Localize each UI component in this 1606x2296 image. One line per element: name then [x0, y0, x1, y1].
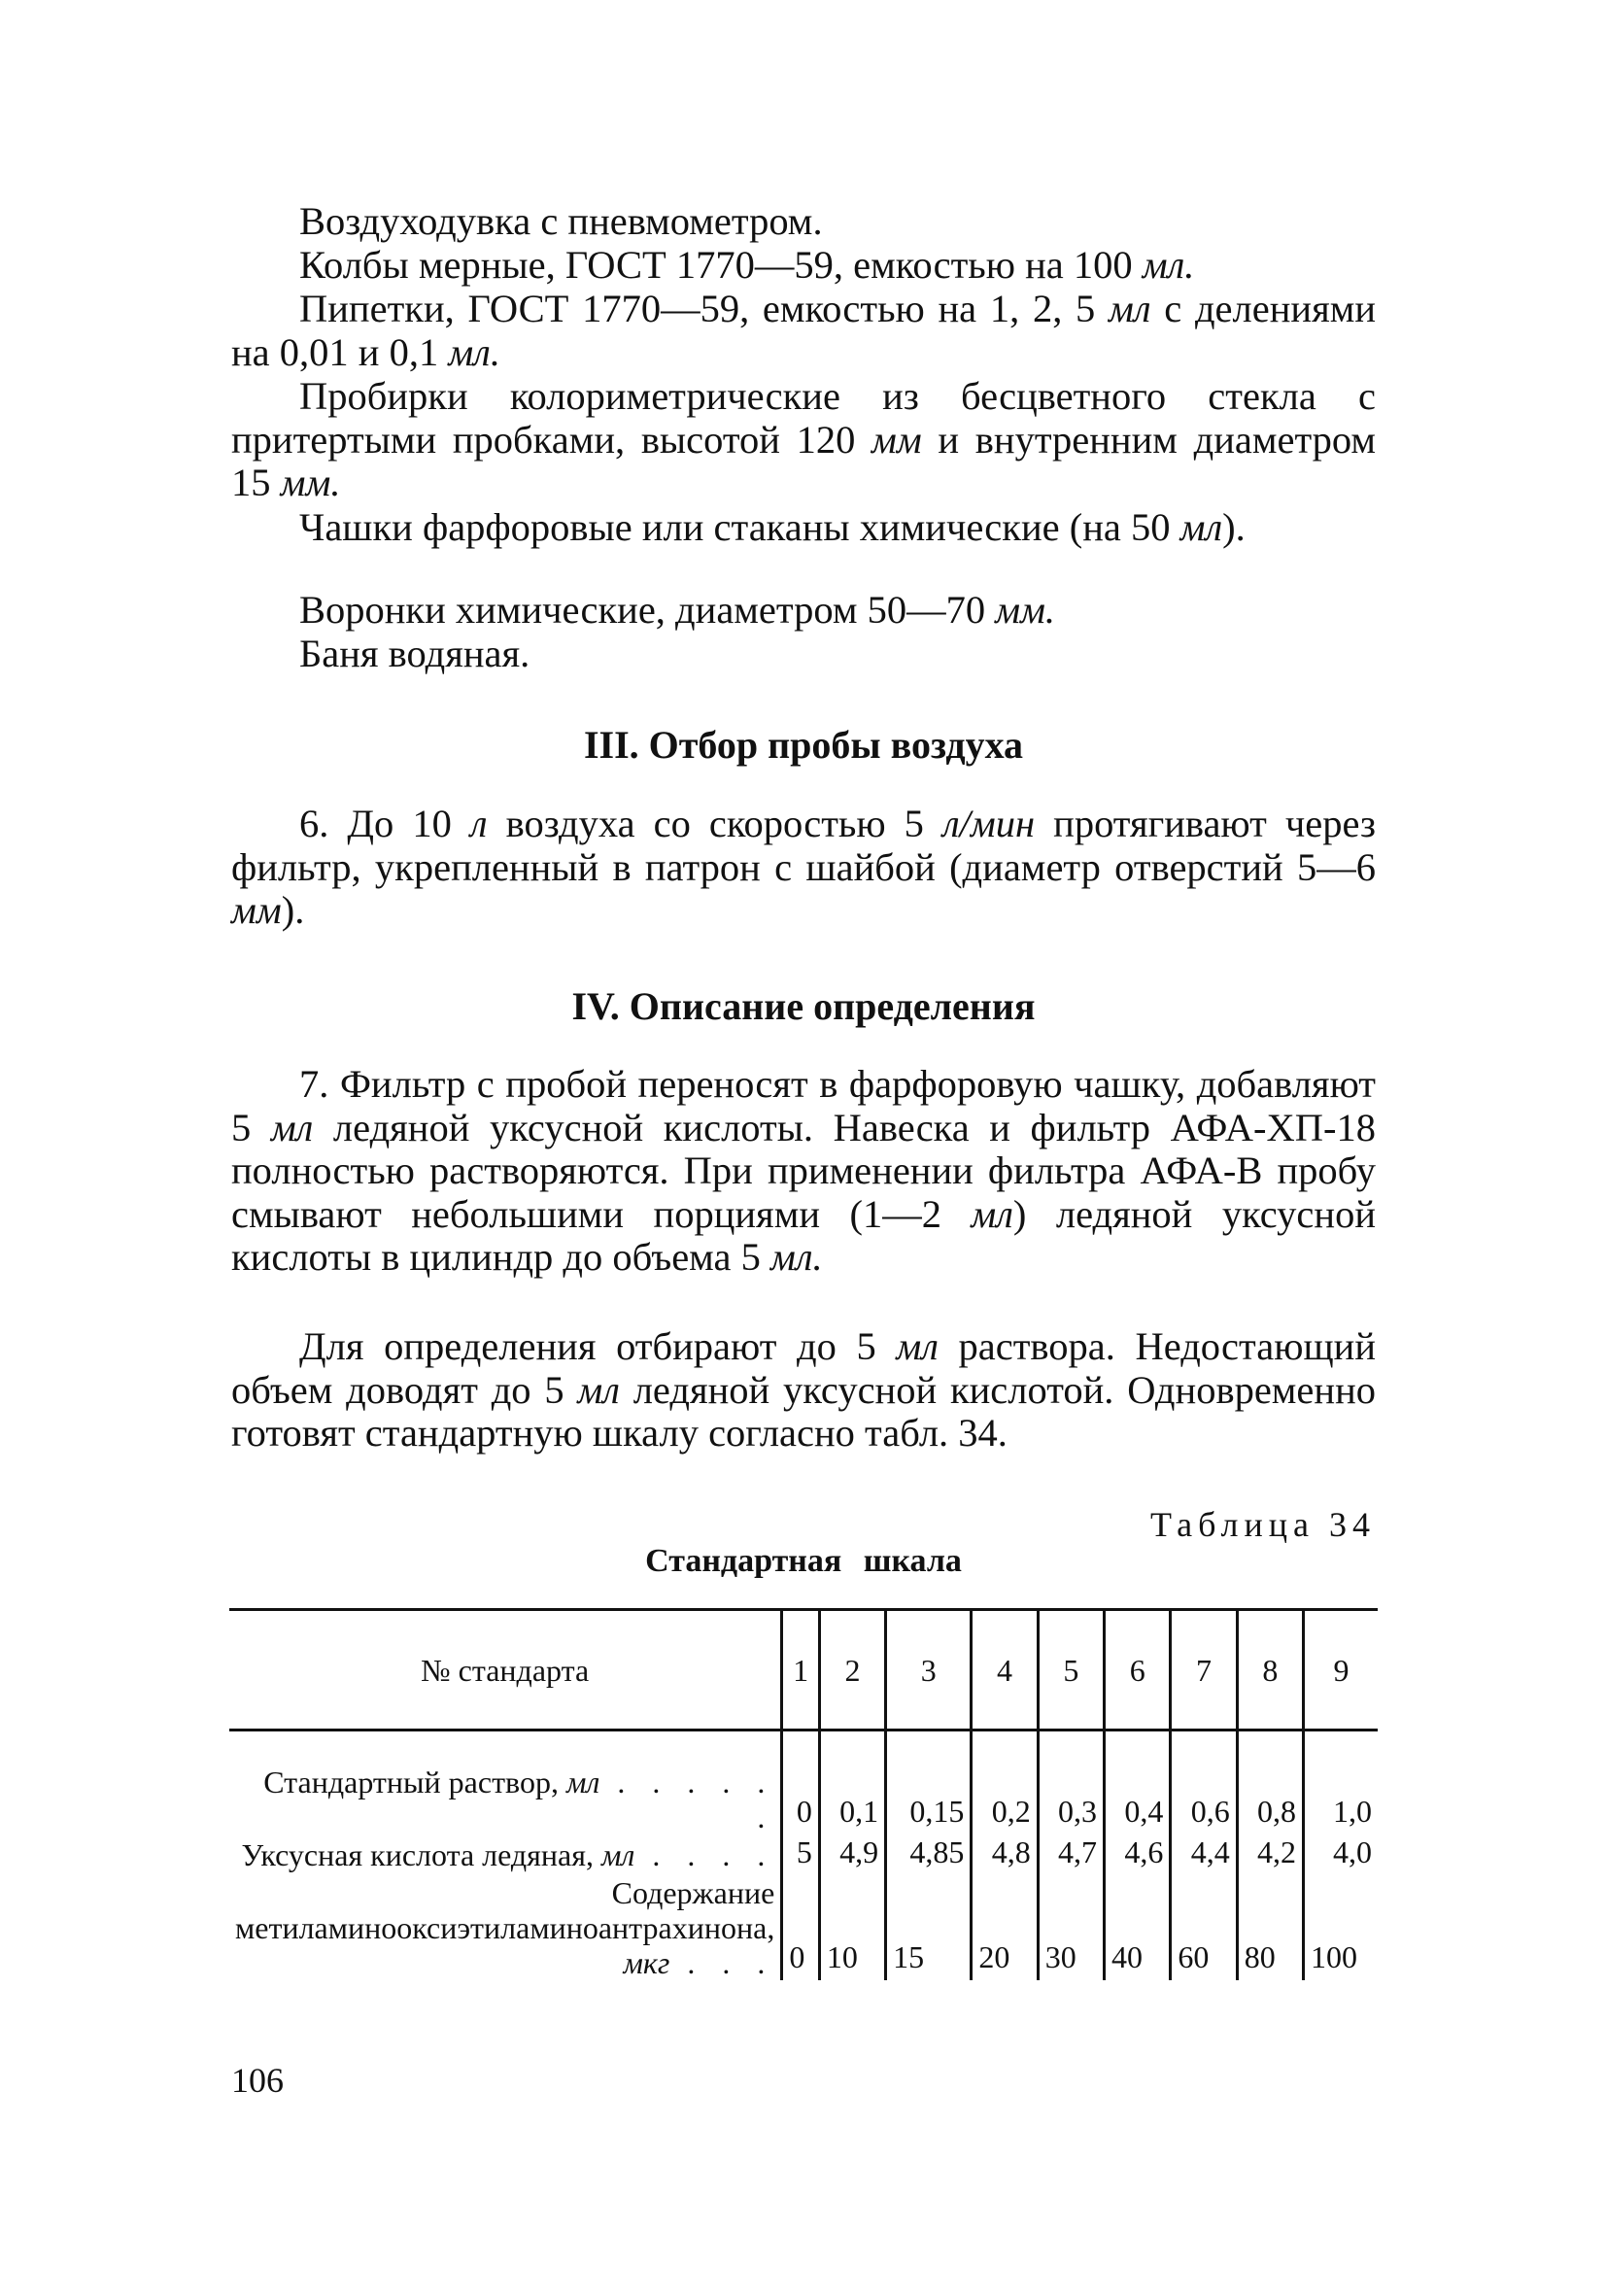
equipment-item-funnels: Воронки химические, диаметром 50—70 мм.	[299, 588, 1056, 632]
equipment-item-air-blower: Воздуходувка с пневмометром.	[299, 199, 823, 243]
table-cell: 4,4	[1171, 1834, 1237, 1875]
equipment-item-dishes: Чашки фарфоровые или стаканы химические (на 50 мл).	[299, 505, 1246, 549]
equipment-item-pipettes: Пипетки, ГОСТ 1770—59, емкостью на 1, 2, 5 мл с делениями на 0,01 и 0,1 мл.	[231, 287, 1376, 374]
row-label: Уксусная кислота ледяная, мл . . . .	[241, 1837, 775, 1872]
equipment-item-test-tubes: Пробирки колориметрические из бесцветного стекла с притертыми пробками, высотой 120 мм и внутренним диаметром 15 мм.	[231, 374, 1377, 504]
table-cell: 0	[782, 1875, 820, 1980]
table-cell: 0,6	[1171, 1731, 1237, 1835]
table-cell: 4,0	[1304, 1834, 1378, 1875]
table-cell: 5	[782, 1834, 820, 1875]
row-label: Стандартный раствор, мл . . . . . .	[263, 1765, 775, 1834]
table-cell: 100	[1304, 1875, 1378, 1980]
table-cell: 4,6	[1105, 1834, 1171, 1875]
equipment-item-water-bath: Баня водяная.	[299, 632, 530, 675]
header-column: 8	[1237, 1610, 1303, 1731]
table-cell: 40	[1105, 1875, 1171, 1980]
section-4-paragraph-1: 7. Фильтр с пробой переносят в фарфоровую чашку, добавляют 5 мл ледяной уксусной кислоты. Навеска и фильтр АФА-ХП-18 полностью растворяются. При применении фильтра АФА-В пробу смывают небольшими порциями (1—2 мл) ледяной уксусной кислоты в цилиндр до объема 5 мл.	[231, 1062, 1376, 1279]
table-cell: 0,2	[972, 1731, 1038, 1835]
page-number: 106	[231, 2061, 284, 2100]
header-column: 9	[1304, 1610, 1378, 1731]
standard-scale-table	[229, 1608, 1378, 1980]
header-column: 7	[1171, 1610, 1237, 1731]
section-3-heading: III. Отбор пробы воздуха	[583, 723, 1024, 767]
row-label: Содержание метиламинооксиэтиламиноантрахинона, мкг . . .	[235, 1875, 775, 1980]
section-4-paragraph-2: Для определения отбирают до 5 мл раствора. Недостающий объем доводят до 5 мл ледяной уксусной кислотой. Одновременно готовят стандартную шкалу согласно табл. 34.	[231, 1324, 1376, 1455]
header-column: 1	[782, 1610, 820, 1731]
table-cell: 0	[782, 1731, 820, 1835]
table-cell: 4,85	[886, 1834, 972, 1875]
table-cell: 30	[1038, 1875, 1104, 1980]
header-column: 5	[1038, 1610, 1104, 1731]
table-cell: 80	[1237, 1875, 1303, 1980]
header-column: 6	[1105, 1610, 1171, 1731]
table-title: Стандартная шкала	[645, 1543, 962, 1579]
table-row	[229, 1834, 1378, 1875]
table-cell: 4,8	[972, 1834, 1038, 1875]
table-header-row	[229, 1610, 1378, 1731]
section-3-paragraph: 6. До 10 л воздуха со скоростью 5 л/мин протягивают через фильтр, укрепленный в патрон с шайбой (диаметр отверстий 5—6 мм).	[231, 802, 1376, 932]
table-cell: 4,7	[1038, 1834, 1104, 1875]
table-row	[229, 1731, 1378, 1835]
table-cell: 0,8	[1237, 1731, 1303, 1835]
header-column: 2	[819, 1610, 885, 1731]
table-cell: 4,9	[819, 1834, 885, 1875]
table-cell: 15	[886, 1875, 972, 1980]
section-4-heading: IV. Описание определения	[571, 984, 1036, 1028]
table-caption: Таблица 34	[1150, 1505, 1376, 1544]
table-cell: 4,2	[1237, 1834, 1303, 1875]
header-standard-number: № стандарта	[229, 1610, 782, 1731]
table-cell: 0,15	[886, 1731, 972, 1835]
table-cell: 0,3	[1038, 1731, 1104, 1835]
table-cell: 20	[972, 1875, 1038, 1980]
table-cell: 0,4	[1105, 1731, 1171, 1835]
header-column: 3	[886, 1610, 972, 1731]
table-cell: 60	[1171, 1875, 1237, 1980]
table-row	[229, 1875, 1378, 1980]
table-cell: 1,0	[1304, 1731, 1378, 1835]
header-column: 4	[972, 1610, 1038, 1731]
equipment-item-flasks: Колбы мерные, ГОСТ 1770—59, емкостью на 100 мл.	[299, 243, 1195, 287]
table-cell: 0,1	[819, 1731, 885, 1835]
table-cell: 10	[819, 1875, 885, 1980]
